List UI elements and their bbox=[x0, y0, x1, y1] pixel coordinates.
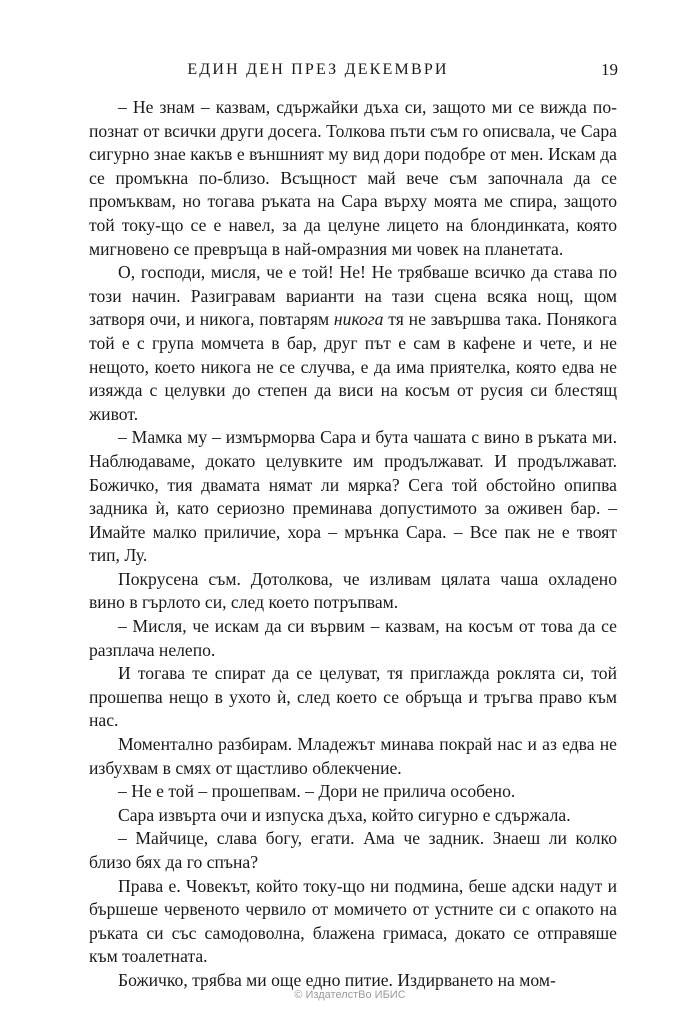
paragraph: – Мисля, че искам да си вървим – казвам, на косъм от това да се разплача нелепо. bbox=[89, 616, 617, 660]
paragraph: Покрусена съм. Дотолкова, че изливам цялата чаша охладено вино в гърлото си, след което потръпвам. bbox=[89, 568, 617, 613]
paragraph: – Не знам – казвам, сдържайки дъха си, защото ми се вижда по-познат от всички други досега. Толкова пъти съм го описвала, че Сара сигурно знае какъв е външният му вид дори подобре от мен. Искам да се промъкна по-близо. Всъщност май вече съм започнала да се промъквам, но тогава ръката на Сара върху моята ме спира, защото той току-що се е навел, за да целуне лицето на блондинката, която мигновено се превръща в най-омразния ми човек на планетата. bbox=[89, 97, 617, 259]
page-number: 19 bbox=[601, 60, 618, 79]
paragraph: Моментално разбирам. Младежът минава покрай нас и аз едва не избухвам в смях от щастливо облекчение. bbox=[89, 734, 617, 778]
paragraph: – Не е той – прошепвам. – Дори не прилича особено. bbox=[118, 781, 516, 802]
paragraph: Божичко, трябва ми още едно питие. Издирването на мом- bbox=[118, 969, 556, 990]
paragraph-text: О, господи, мисля, че е той! Не! Не трябваше всичко да става по този начин. Разигравам варианти на тази сцена всяка нощ, щом затворя очи, и никога, повтарям bbox=[89, 262, 617, 330]
running-header bbox=[88, 58, 618, 82]
copyright-footer: © ИздателстВо ИБИС bbox=[294, 989, 406, 1001]
paragraph bbox=[89, 261, 617, 426]
paragraph: Сара извърта очи и изпуска дъха, който сигурно е сдържала. bbox=[118, 804, 571, 825]
emphasis-text: никога bbox=[333, 309, 384, 330]
paragraph: – Мамка му – измърморва Сара и бута чашата с вино в ръката ми. Наблюдаваме, докато целувките им продължават. И продължават. Божичко, тия двамата нямат ли мярка? Сега той обстойно опипва задника ѝ, като сериозно преминава допустимото за оживен бар. – Имайте малко приличие, хора – мрънка Сара. – Все пак не е твоят тип, Лу. bbox=[89, 427, 617, 566]
paragraph: – Майчице, слава богу, егати. Ама че задник. Знаеш ли колко близо бях да го спъна? bbox=[89, 828, 617, 872]
paragraph: И тогава те спират да се целуват, тя приглажда роклята си, той прошепва нещо в ухото ѝ, след което се обръща и тръгва право към нас. bbox=[89, 663, 617, 731]
body-text bbox=[89, 96, 617, 993]
paragraph-text: тя не завършва така. Понякога той е с група момчета в бар, друг път е сам в кафене и чете, и не нещото, което никога не се случва, е да има приятелка, която едва не изяжда с целувки до степен да виси на косъм от русия си блестящ живот. bbox=[89, 309, 617, 424]
running-title: ЕДИН ДЕН ПРЕЗ ДЕКЕМВРИ bbox=[187, 61, 449, 78]
paragraph: Права е. Човекът, който току-що ни подмина, беше адски надут и бършеше червеното червило от момичето от устните си с опакото на ръката си със самодоволна, блажена гримаса, докато се отправяше към тоалетната. bbox=[89, 875, 617, 967]
